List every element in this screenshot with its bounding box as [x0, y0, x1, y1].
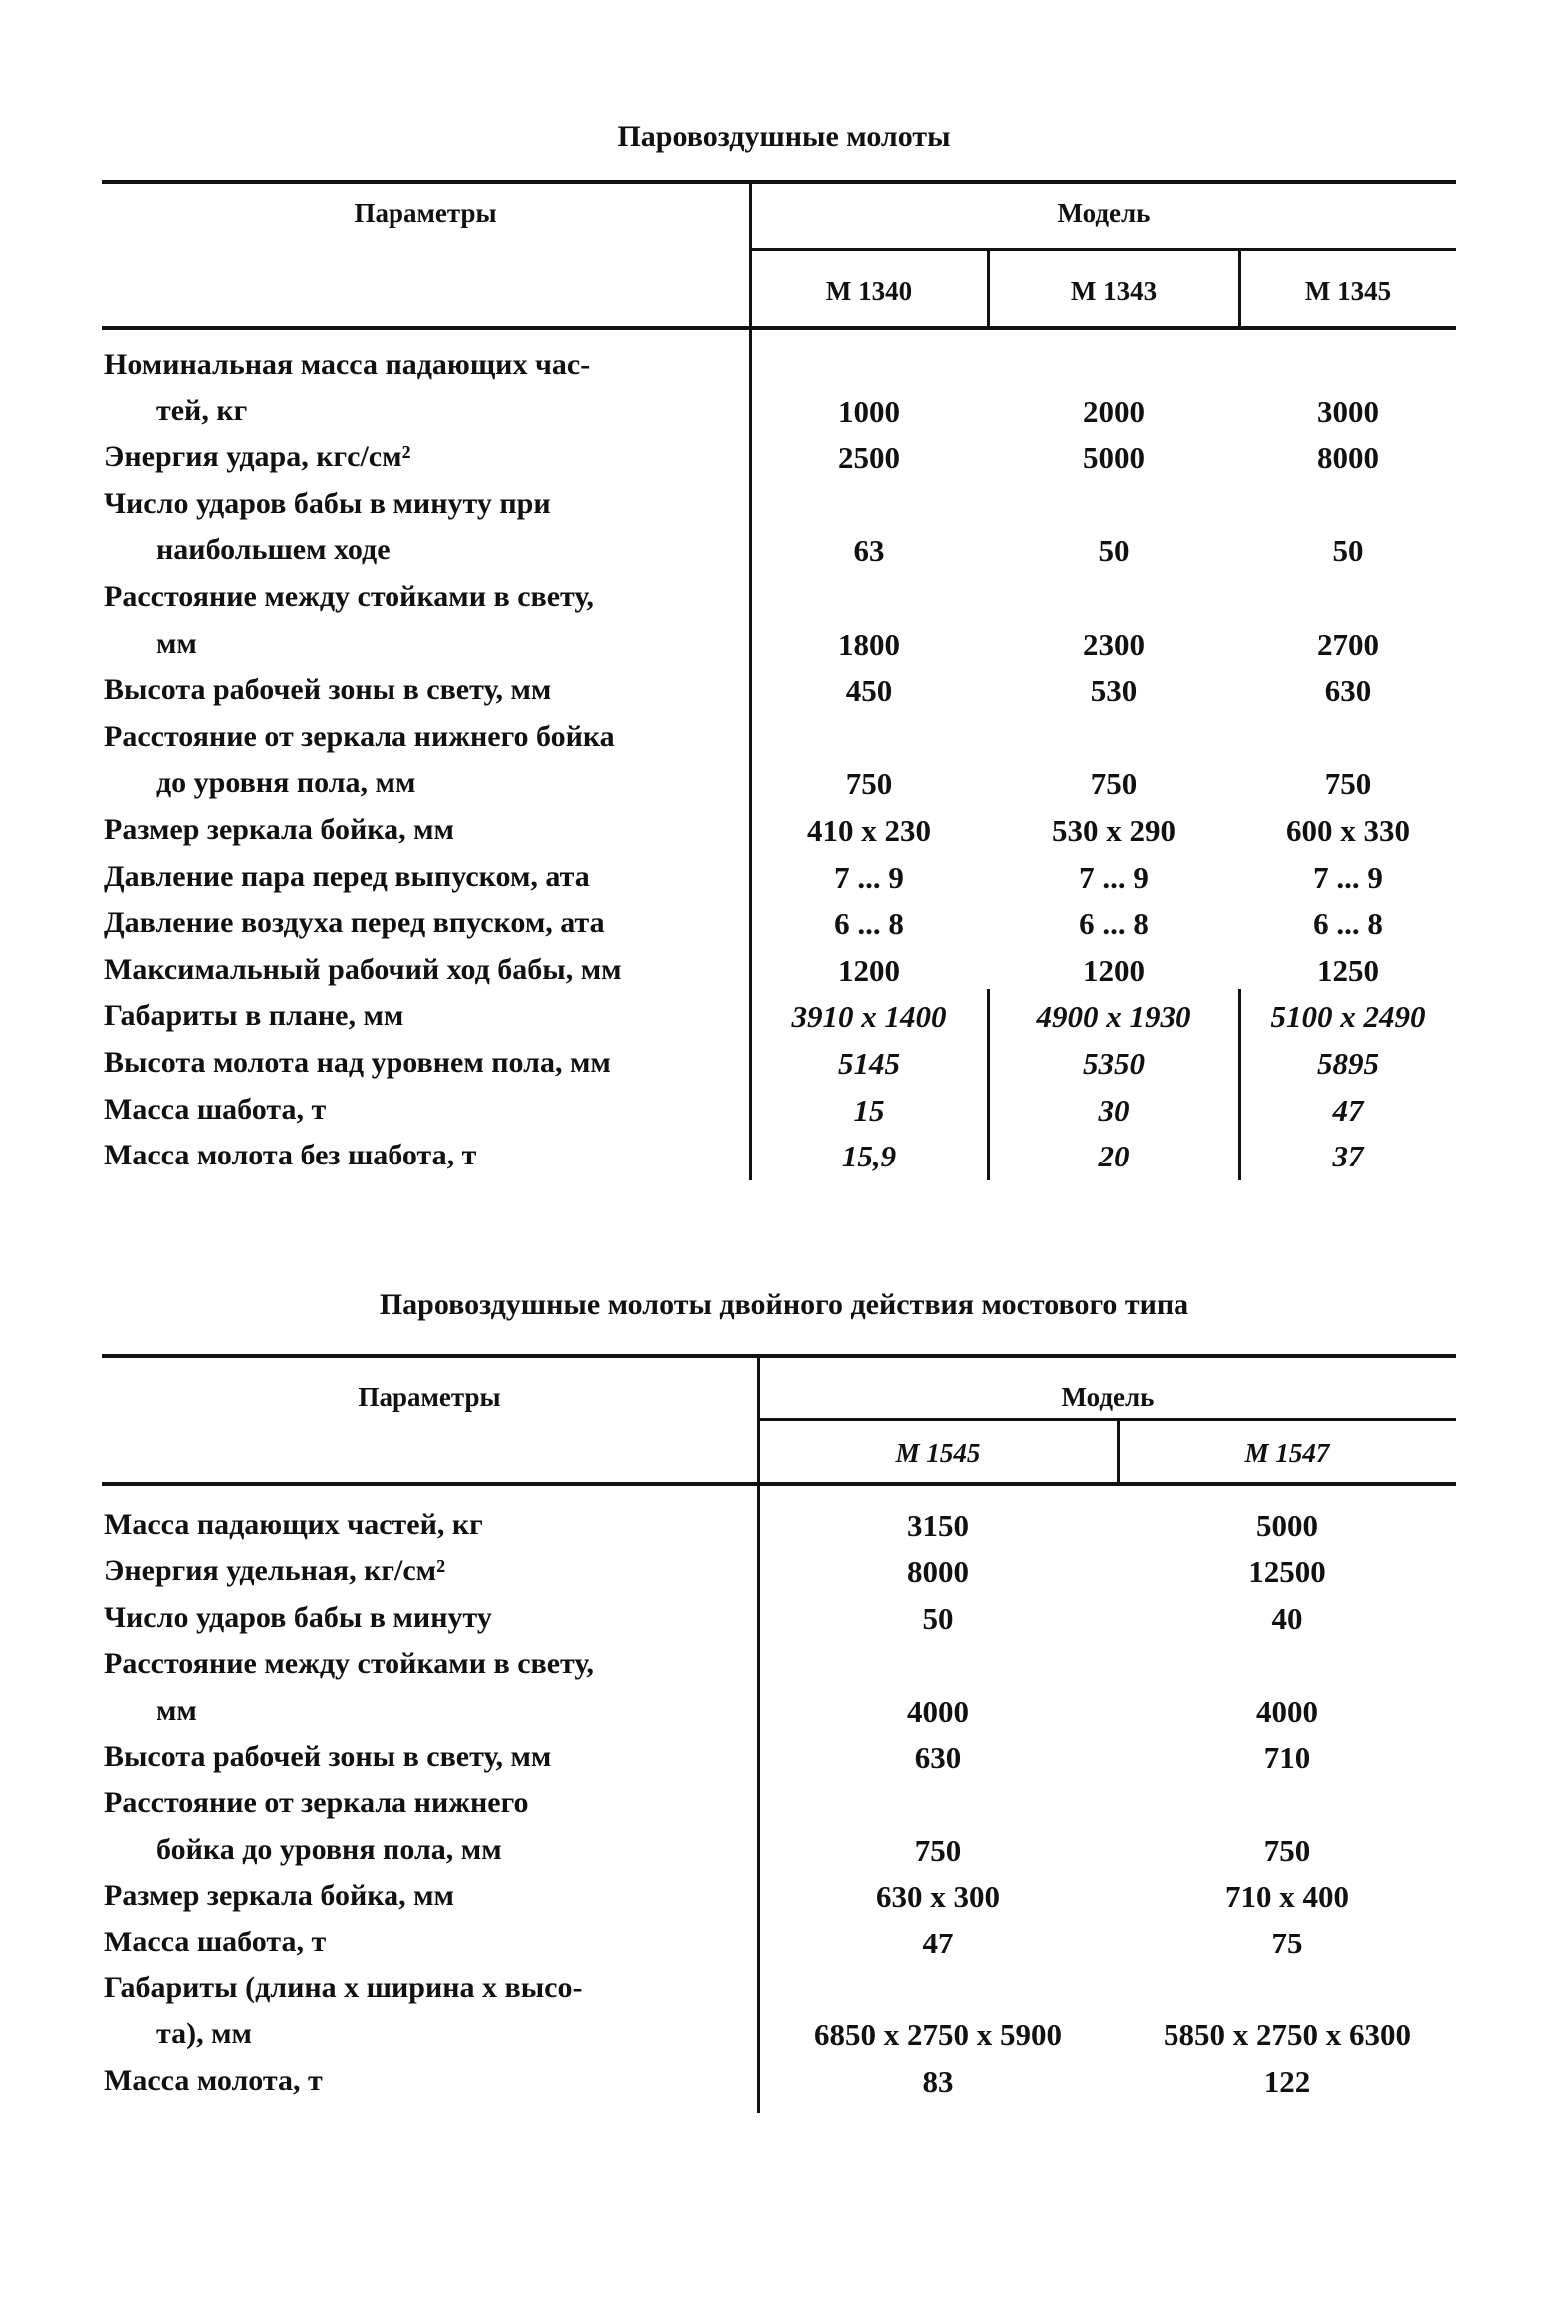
value-cell: 630	[1324, 673, 1372, 709]
value-cell: 1200	[838, 952, 900, 988]
value-cell: 7 ... 9	[1313, 859, 1383, 895]
param-label: Размер зеркала бойка, мм	[104, 1879, 454, 1913]
param-label: Расстояние от зеркала нижнего бойка	[104, 719, 615, 753]
param-label: Энергия удельная, кг/см²	[104, 1554, 446, 1588]
value-cell: 15,9	[841, 1139, 897, 1174]
value-cell: 20	[1098, 1139, 1130, 1174]
value-cell: 600 x 330	[1286, 813, 1410, 848]
param-label: Максимальный рабочий ход бабы, мм	[104, 952, 622, 986]
value-cell: 7 ... 9	[1079, 859, 1149, 895]
value-cell: 630 x 300	[876, 1879, 1000, 1915]
value-cell: 12500	[1248, 1554, 1326, 1590]
value-cell: 50	[1332, 533, 1364, 569]
table1-col-divider	[987, 249, 990, 327]
param-label: Масса падающих частей, кг	[104, 1508, 483, 1541]
value-cell: 450	[845, 673, 893, 709]
param-label: Расстояние между стойками в свету,	[104, 580, 594, 613]
table2-title: Паровоздушные молоты двойного действия мостового типа	[379, 1288, 1189, 1321]
value-cell: 6850 x 2750 x 5900	[814, 2017, 1062, 2053]
value-cell: 750	[1090, 766, 1138, 802]
table1-model-label: М 1345	[1304, 276, 1392, 306]
value-cell: 2300	[1083, 626, 1145, 662]
value-cell: 5350	[1083, 1046, 1145, 1081]
value-cell: 750	[1263, 1832, 1311, 1868]
value-cell: 63	[853, 533, 885, 569]
value-cell: 30	[1098, 1092, 1130, 1128]
table2-model-label: М 1547	[1244, 1438, 1330, 1468]
value-cell: 8000	[907, 1554, 969, 1590]
param-label: Высота молота над уровнем пола, мм	[104, 1046, 611, 1079]
param-label: Число ударов бабы в минуту	[104, 1600, 492, 1634]
param-label: Число ударов бабы в минуту при	[104, 486, 551, 520]
value-cell: 7 ... 9	[834, 859, 904, 895]
value-cell: 3000	[1317, 393, 1379, 429]
value-cell: 1800	[838, 626, 900, 662]
table1-params-header: Параметры	[354, 198, 497, 228]
param-label: Номинальная масса падающих час-	[104, 348, 591, 381]
value-cell: 2700	[1317, 626, 1379, 662]
table2-model-rule	[759, 1418, 1456, 1421]
value-cell: 5895	[1317, 1046, 1379, 1081]
table1-model-label: М 1343	[1070, 276, 1158, 306]
value-cell: 5000	[1083, 440, 1145, 476]
param-label: Высота рабочей зоны в свету, мм	[104, 673, 552, 707]
table1-title: Паровоздушные молоты	[617, 120, 951, 153]
value-cell: 75	[1271, 1925, 1303, 1960]
value-cell: 40	[1271, 1600, 1303, 1636]
param-label: бойка до уровня пола, мм	[156, 1832, 502, 1866]
value-cell: 6 ... 8	[1313, 906, 1383, 942]
table2-params-header: Параметры	[358, 1382, 501, 1412]
value-cell: 2500	[838, 440, 900, 476]
param-label: Размер зеркала бойка, мм	[104, 813, 454, 846]
param-label: наибольшем ходе	[156, 533, 391, 567]
value-cell: 1250	[1317, 952, 1379, 988]
param-label: Габариты в плане, мм	[104, 999, 404, 1033]
value-cell: 710	[1263, 1740, 1311, 1775]
value-cell: 6 ... 8	[1079, 906, 1149, 942]
value-cell: 750	[1324, 766, 1372, 802]
param-label: Расстояние между стойками в свету,	[104, 1647, 594, 1681]
param-label: Расстояние от зеркала нижнего	[104, 1786, 529, 1820]
param-label: мм	[156, 1693, 197, 1727]
value-cell: 15	[853, 1092, 885, 1128]
table1-header-rule	[102, 326, 1456, 330]
table1-top-rule	[102, 180, 1456, 184]
table1-col-divider	[1238, 249, 1241, 327]
value-cell: 8000	[1317, 440, 1379, 476]
param-label: до уровня пола, мм	[156, 766, 416, 800]
value-cell: 3150	[907, 1508, 969, 1543]
table2-col-divider	[1117, 1419, 1120, 1483]
value-cell: 750	[914, 1832, 962, 1868]
table1-model-label: М 1340	[825, 276, 913, 306]
table1-model-header: Модель	[1057, 198, 1151, 228]
value-cell: 47	[1332, 1092, 1364, 1128]
param-label: Давление пара перед выпуском, ата	[104, 859, 590, 893]
value-cell: 50	[922, 1600, 954, 1636]
param-label: та), мм	[156, 2017, 252, 2051]
table2-header-rule	[102, 1482, 1456, 1486]
value-cell: 630	[914, 1740, 962, 1775]
table1-model-rule	[751, 248, 1456, 251]
value-cell: 5100 x 2490	[1270, 999, 1426, 1035]
value-cell: 4000	[907, 1693, 969, 1729]
param-label: Энергия удара, кгс/см²	[104, 440, 411, 474]
table2-col-divider	[757, 1354, 760, 2113]
param-label: мм	[156, 626, 197, 660]
value-cell: 37	[1332, 1139, 1364, 1174]
value-cell: 410 x 230	[807, 813, 931, 848]
value-cell: 530	[1090, 673, 1138, 709]
param-label: Давление воздуха перед впуском, ата	[104, 906, 605, 940]
table2-model-label: М 1545	[895, 1438, 981, 1468]
value-cell: 47	[922, 1925, 954, 1960]
param-label: Масса молота, т	[104, 2063, 323, 2097]
value-cell: 1200	[1083, 952, 1145, 988]
value-cell: 1000	[838, 393, 900, 429]
value-cell: 50	[1098, 533, 1130, 569]
value-cell: 4000	[1256, 1693, 1318, 1729]
table2-top-rule	[102, 1354, 1456, 1358]
value-cell: 4900 x 1930	[1036, 999, 1191, 1035]
table2-model-header: Модель	[1061, 1382, 1155, 1412]
param-label: Высота рабочей зоны в свету, мм	[104, 1740, 552, 1773]
value-cell: 750	[845, 766, 893, 802]
value-cell: 2000	[1083, 393, 1145, 429]
param-label: Масса шабота, т	[104, 1092, 327, 1126]
param-label: Масса шабота, т	[104, 1925, 327, 1958]
value-cell: 710 x 400	[1225, 1879, 1349, 1915]
value-cell: 5850 x 2750 x 6300	[1164, 2017, 1411, 2053]
value-cell: 5145	[838, 1046, 900, 1081]
value-cell: 122	[1263, 2063, 1311, 2099]
value-cell: 83	[922, 2063, 954, 2099]
param-label: Габариты (длина х ширина х высо-	[104, 1971, 583, 2004]
param-label: Масса молота без шабота, т	[104, 1139, 477, 1172]
value-cell: 5000	[1256, 1508, 1318, 1543]
param-label: тей, кг	[156, 393, 248, 427]
value-cell: 3910 x 1400	[791, 999, 947, 1035]
value-cell: 530 x 290	[1052, 813, 1176, 848]
value-cell: 6 ... 8	[834, 906, 904, 942]
